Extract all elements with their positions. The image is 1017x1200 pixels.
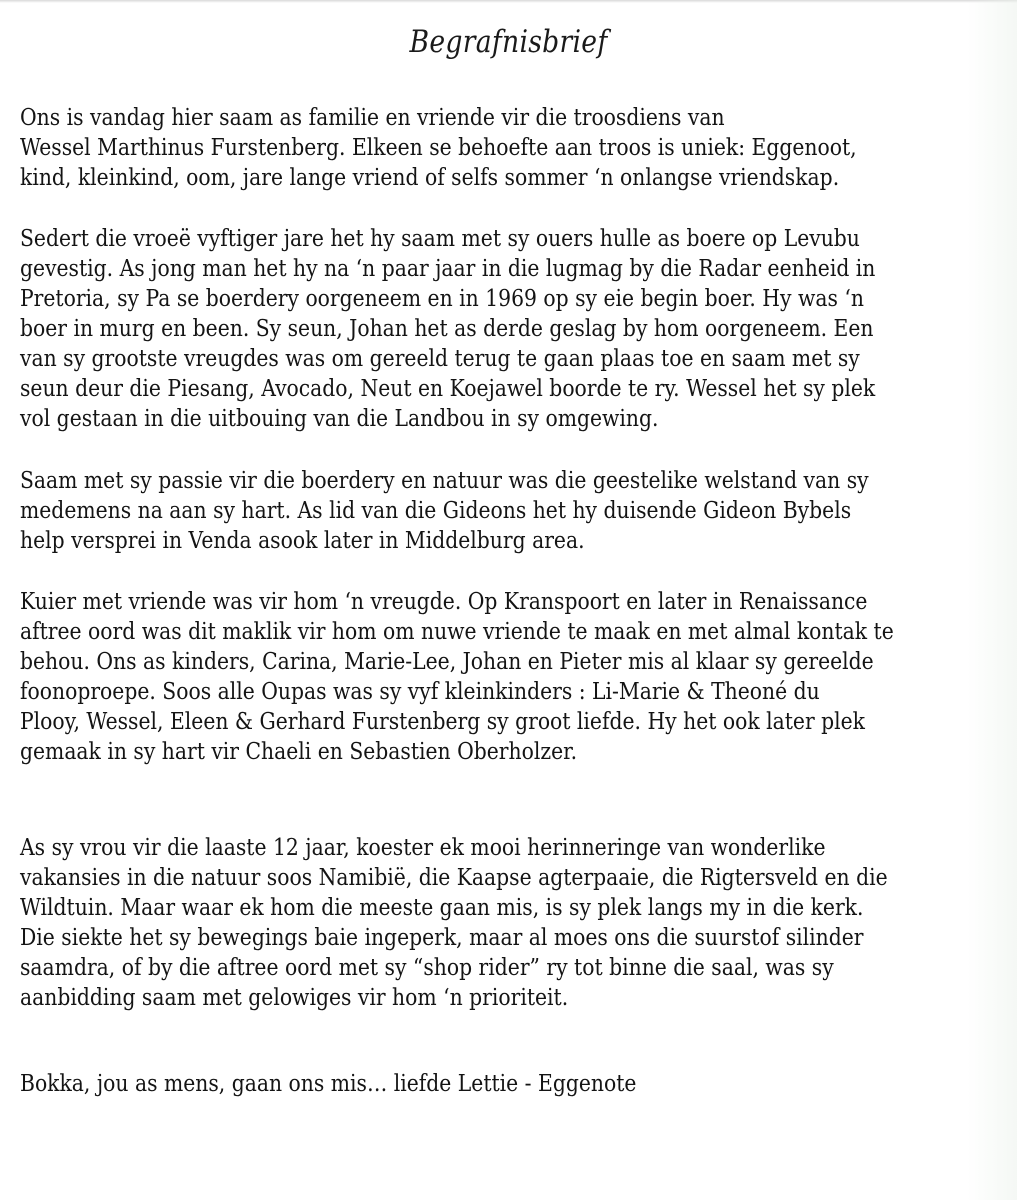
letter-body xyxy=(20,102,1010,1098)
text-line: foonoproepe. Soos alle Oupas was sy vyf kleinkinders : Li-Marie & Theoné du xyxy=(20,677,820,705)
text-line: van sy grootste vreugdes was om gereeld terug te gaan plaas toe en saam met sy xyxy=(20,344,860,372)
paragraph-farming xyxy=(20,223,876,433)
letter-title: Begrafnisbrief xyxy=(409,24,608,60)
text-line: Sedert die vroeë vyftiger jare het hy saam met sy ouers hulle as boere op Levubu xyxy=(20,224,860,252)
text-line: seun deur die Piesang, Avocado, Neut en Koejawel boorde te ry. Wessel het sy plek xyxy=(20,374,876,402)
text-line: vakansies in die natuur soos Namibië, die Kaapse agterpaaie, die Rigtersveld en die xyxy=(20,863,888,891)
scan-edge xyxy=(0,0,1017,3)
paragraph-signoff xyxy=(20,1068,876,1098)
text-line: vol gestaan in die uitbouing van die Landbou in sy omgewing. xyxy=(20,404,659,432)
text-line: gemaak in sy hart vir Chaeli en Sebastien Oberholzer. xyxy=(20,737,578,765)
text-line: Wildtuin. Maar waar ek hom die meeste gaan mis, is sy plek langs my in die kerk. xyxy=(20,893,864,921)
paragraph-faith xyxy=(20,465,876,555)
text-line: Plooy, Wessel, Eleen & Gerhard Furstenberg sy groot liefde. Hy het ook later plek xyxy=(20,707,865,735)
paragraph-intro xyxy=(20,102,876,192)
text-line: kind, kleinkind, oom, jare lange vriend of selfs sommer ‘n onlangse vriendskap. xyxy=(20,163,840,191)
text-line: Wessel Marthinus Furstenberg. Elkeen se behoefte aan troos is uniek: Eggenoot, xyxy=(20,133,857,161)
text-line: Ons is vandag hier saam as familie en vriende vir die troosdiens van xyxy=(20,103,725,131)
text-line: gevestig. As jong man het hy na ‘n paar jaar in die lugmag by die Radar eenheid in xyxy=(20,254,876,282)
signoff-line: Bokka, jou as mens, gaan ons mis… liefde Lettie - Eggenote xyxy=(20,1069,637,1097)
text-line: medemens na aan sy hart. As lid van die Gideons het hy duisende Gideon Bybels xyxy=(20,496,852,524)
text-line: saamdra, of by die aftree oord met sy “shop rider” ry tot binne die saal, was sy xyxy=(20,953,834,981)
text-line: boer in murg en been. Sy seun, Johan het as derde geslag by hom oorgeneem. Een xyxy=(20,314,874,342)
text-line: behou. Ons as kinders, Carina, Marie-Lee, Johan en Pieter mis al klaar sy gereelde xyxy=(20,647,874,675)
paragraph-wife xyxy=(20,832,888,1012)
text-line: aftree oord was dit maklik vir hom om nuwe vriende te maak en met almal kontak te xyxy=(20,617,894,645)
text-line: help versprei in Venda asook later in Middelburg area. xyxy=(20,526,585,554)
text-line: Saam met sy passie vir die boerdery en natuur was die geestelike welstand van sy xyxy=(20,466,869,494)
paragraph-family xyxy=(20,586,894,766)
text-line: Die siekte het sy bewegings baie ingeperk, maar al moes ons die suurstof silinder xyxy=(20,923,864,951)
text-line: As sy vrou vir die laaste 12 jaar, koester ek mooi herinneringe van wonderlike xyxy=(20,833,826,861)
text-line: aanbidding saam met gelowiges vir hom ‘n prioriteit. xyxy=(20,983,569,1011)
text-line: Kuier met vriende was vir hom ‘n vreugde. Op Kranspoort en later in Renaissance xyxy=(20,587,868,615)
text-line: Pretoria, sy Pa se boerdery oorgeneem en in 1969 op sy eie begin boer. Hy was ‘n xyxy=(20,284,864,312)
